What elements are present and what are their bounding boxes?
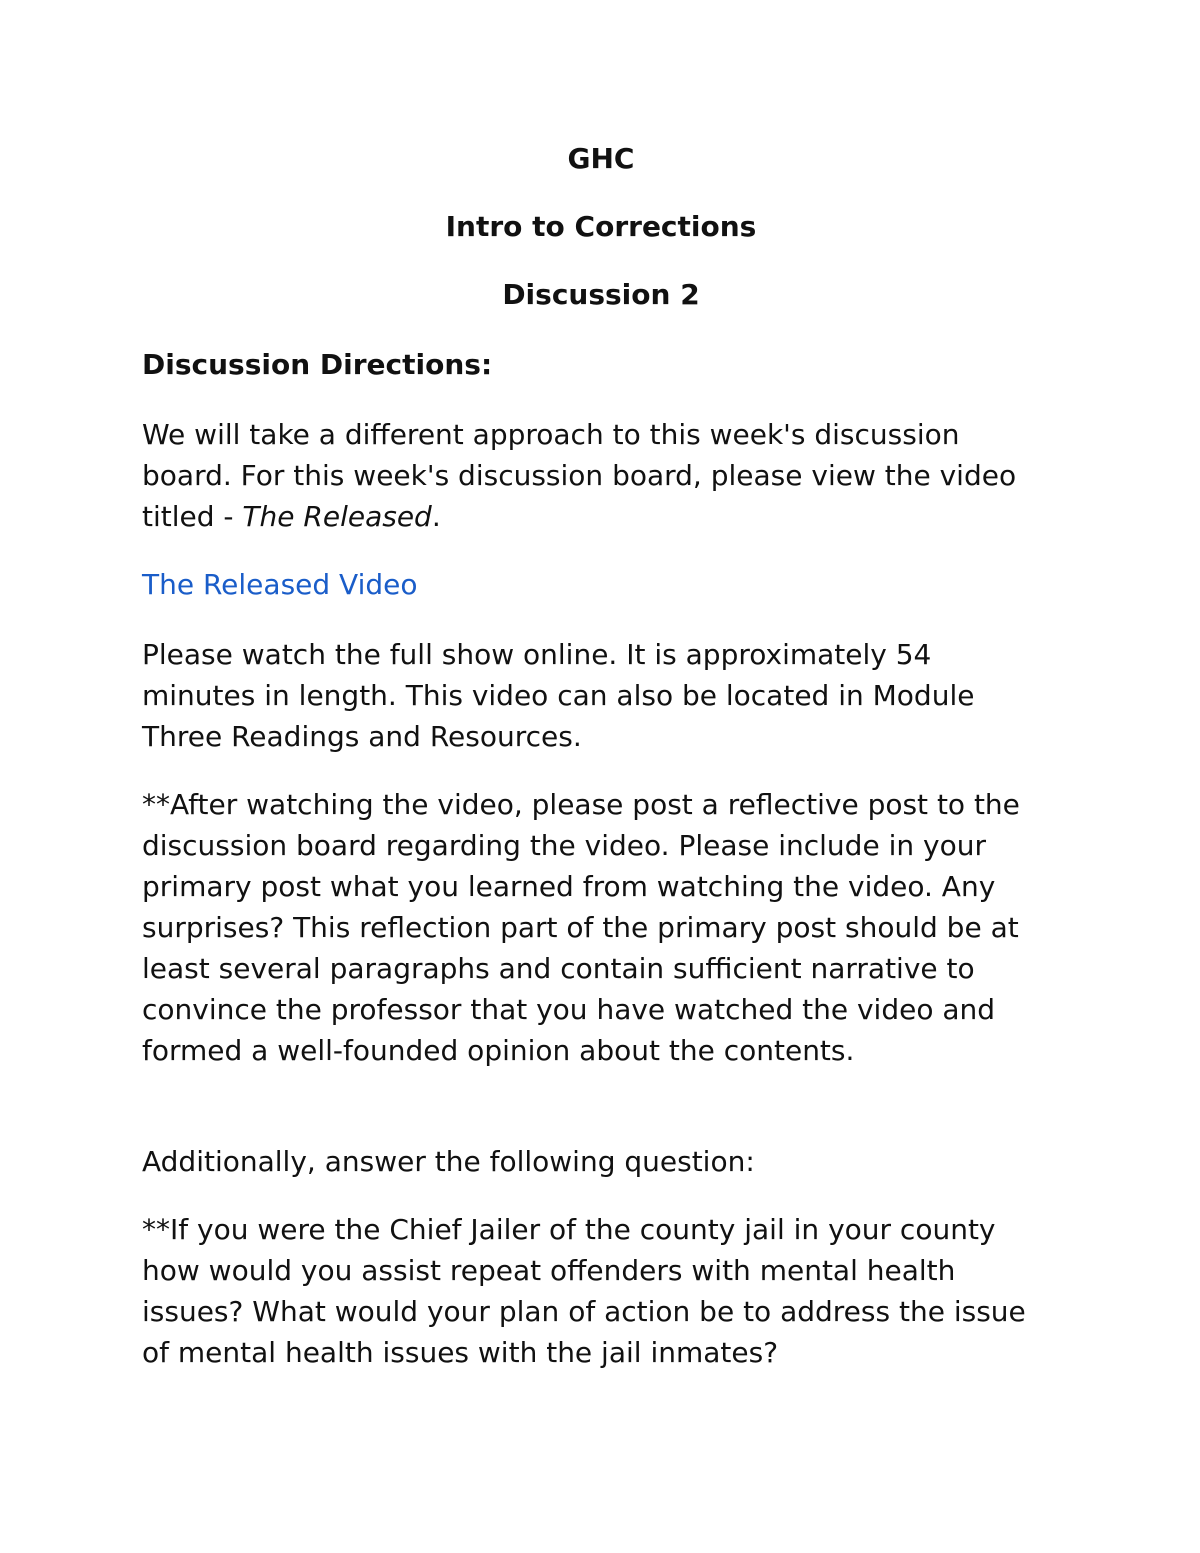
video-link[interactable]: The Released Video [142,568,418,601]
org-title: GHC [567,142,635,175]
video-title: The Released [242,500,432,533]
course-title: Intro to Corrections [445,210,757,243]
intro-end: . [431,500,441,533]
video-link-paragraph [142,564,1060,605]
intro-paragraph [142,414,1022,537]
assignment-title: Discussion 2 [502,278,700,311]
intro-text: We will take a different approach to this week's discussion board. For this week's discussion board, please view the video titled - [142,418,1017,533]
watch-paragraph: Please watch the full show online. It is approximately 54 minutes in length. This video can also be located in Module Three Readings and Resources. [142,638,975,753]
reflection-paragraph: **After watching the video, please post a reflective post to the discussion board regarding the video. Please include in your primary post what you learned from watching the video. Any surprises? This reflection part of the primary post should be at least several paragraphs and contain sufficient narrative to convince the professor that you have watched the video and formed a well-founded opinion about the contents. [142,788,1020,1067]
directions-label: Discussion Directions: [142,348,493,381]
question-paragraph: **If you were the Chief Jailer of the county jail in your county how would you assist repeat offenders with mental health issues? What would your plan of action be to address the issue of mental health issues with the jail inmates? [142,1213,1026,1369]
additional-paragraph: Additionally, answer the following question: [142,1145,755,1178]
